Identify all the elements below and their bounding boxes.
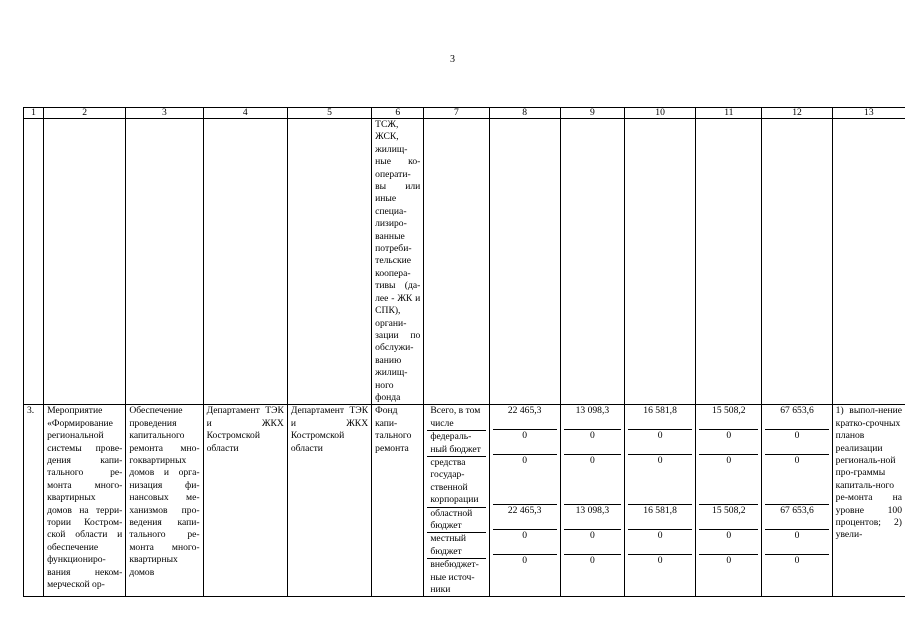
expected-results: 1) выпол-нение кратко-срочных планов реализации региональ-ной про-граммы капиталь-ного ре-монта на уровне 100 процентов; 2) увели-	[832, 405, 905, 597]
year-col-9	[560, 405, 624, 597]
measure-name: Мероприятие «Формирование региональной системы прове-дения капи-тального ре-монта много-квартирных домов на терри-тории Костром-ской области и обеспечение функциониро-вания неком-мерческой ор-	[44, 405, 126, 597]
cell-value: 0	[765, 530, 828, 555]
year-col-8	[489, 405, 560, 597]
cell-value: 0	[699, 430, 758, 455]
cell-value: 0	[564, 530, 621, 555]
cell-value: 13 098,3	[575, 405, 610, 417]
continuation-row	[24, 119, 905, 405]
cell-value: 0	[628, 430, 692, 455]
col-header-12: 12	[762, 108, 832, 119]
responsible-executor: Департамент ТЭК и ЖКХ Костромской области	[203, 405, 287, 597]
executor-organizations: ТСЖ, ЖСК, жилищ-ные ко-операти-вы или иные специа-лизиро-ванные потреби-тельские коопера-тивы (да-лее - ЖК и СПК), органи-зации по обслужи-ванию жилищ-ного фонда	[372, 119, 424, 405]
col-header-3: 3	[126, 108, 203, 119]
source-extrabudget: внебюджет-ные источ-ники	[427, 559, 485, 597]
cell-value: 0	[493, 530, 557, 555]
source-state-corp: средства государ-ственной корпорации	[427, 456, 485, 507]
cell-value: 67 653,6	[780, 405, 814, 417]
source-local: местный бюджет	[427, 533, 485, 559]
cell-value: 0	[564, 455, 621, 505]
cell-value: 0	[765, 555, 828, 580]
col-header-8: 8	[489, 108, 560, 119]
cell-value: 16 581,8	[643, 405, 677, 417]
col-header-6: 6	[372, 108, 424, 119]
cell-value: 0	[699, 555, 758, 580]
col-header-13: 13	[832, 108, 905, 119]
cell-value: 67 653,6	[765, 505, 828, 530]
row-number: 3.	[24, 405, 44, 597]
cell-value: 0	[765, 430, 828, 455]
cell-value: 0	[765, 455, 828, 505]
col-header-2: 2	[44, 108, 126, 119]
col-header-11: 11	[696, 108, 762, 119]
col-header-9: 9	[560, 108, 624, 119]
col-header-1: 1	[24, 108, 44, 119]
cell-value: 0	[564, 430, 621, 455]
cell-value: 13 098,3	[564, 505, 621, 530]
program-table	[23, 107, 905, 597]
cell-value: 0	[699, 530, 758, 555]
cell-value: 16 581,8	[628, 505, 692, 530]
source-regional: областной бюджет	[427, 507, 485, 533]
total-col-12	[762, 405, 832, 597]
year-col-11	[696, 405, 762, 597]
cell-value: 0	[628, 530, 692, 555]
cell-value: 0	[493, 555, 557, 580]
col-header-10: 10	[624, 108, 695, 119]
measure-row-3	[24, 405, 905, 597]
funding-sources	[424, 405, 489, 597]
cell-value: 0	[493, 430, 557, 455]
cell-value: 15 508,2	[712, 405, 746, 417]
cell-value: 0	[699, 455, 758, 505]
col-header-4: 4	[203, 108, 287, 119]
cell-value: 22 465,3	[507, 405, 542, 417]
year-col-10	[624, 405, 695, 597]
col-header-7: 7	[424, 108, 489, 119]
source-total: Всего, в том числе	[430, 405, 481, 429]
cell-value: 0	[628, 555, 692, 580]
column-number-row	[24, 108, 905, 119]
col-header-5: 5	[287, 108, 371, 119]
cell-value: 0	[564, 555, 621, 580]
cell-value: 15 508,2	[699, 505, 758, 530]
participant: Фонд капи-тального ремонта	[372, 405, 424, 597]
cell-value: 22 465,3	[493, 505, 557, 530]
cell-value: 0	[628, 455, 692, 505]
source-federal: федераль-ный бюджет	[427, 431, 485, 457]
cell-value: 0	[493, 455, 557, 505]
measure-goal: Обеспечение проведения капитального ремонта мно-гоквартирных домов и орга-низация фи-нансовых ме-ханизмов про-ведения капи-тального ре-монта много-квартирных домов	[126, 405, 203, 597]
page-number: 3	[450, 54, 455, 65]
co-executor: Департамент ТЭК и ЖКХ Костромской области	[287, 405, 371, 597]
